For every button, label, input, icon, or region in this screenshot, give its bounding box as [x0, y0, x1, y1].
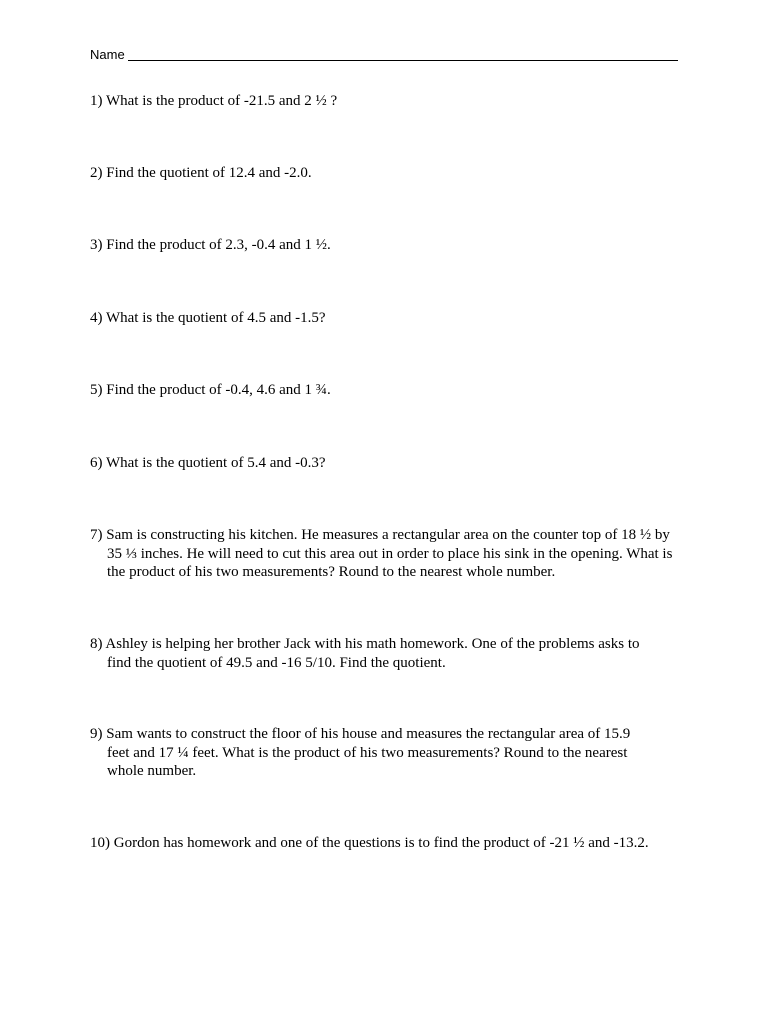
name-label: Name: [90, 47, 125, 62]
question-3: 3) Find the product of 2.3, -0.4 and 1 ½.: [90, 237, 331, 253]
question-6: 6) What is the quotient of 5.4 and -0.3?: [90, 455, 326, 471]
question-4: 4) What is the quotient of 4.5 and -1.5?: [90, 310, 326, 326]
question-9: 9) Sam wants to construct the floor of his house and measures the rectangular area of 15.9 feet and 17 ¼ feet. What is the product of his two measurements? Round to the nearest whole number.: [90, 726, 631, 779]
question-1: 1) What is the product of -21.5 and 2 ½ ?: [90, 93, 338, 109]
name-row: [90, 44, 678, 64]
question-5: 5) Find the product of -0.4, 4.6 and 1 ¾.: [90, 382, 331, 398]
question-10: 10) Gordon has homework and one of the questions is to find the product of -21 ½ and -13.2.: [90, 835, 649, 851]
name-blank-line: [128, 60, 678, 61]
question-2: 2) Find the quotient of 12.4 and -2.0.: [90, 165, 312, 181]
question-7: 7) Sam is constructing his kitchen. He measures a rectangular area on the counter top of 18 ½ by 35 ⅓ inches. He will need to cut this area out in order to place his sink in the opening. What is the product of his two measurements? Round to the nearest whole number.: [90, 527, 673, 580]
question-8: 8) Ashley is helping her brother Jack with his math homework. One of the problems asks to find the quotient of 49.5 and -16 5/10. Find the quotient.: [90, 636, 640, 671]
